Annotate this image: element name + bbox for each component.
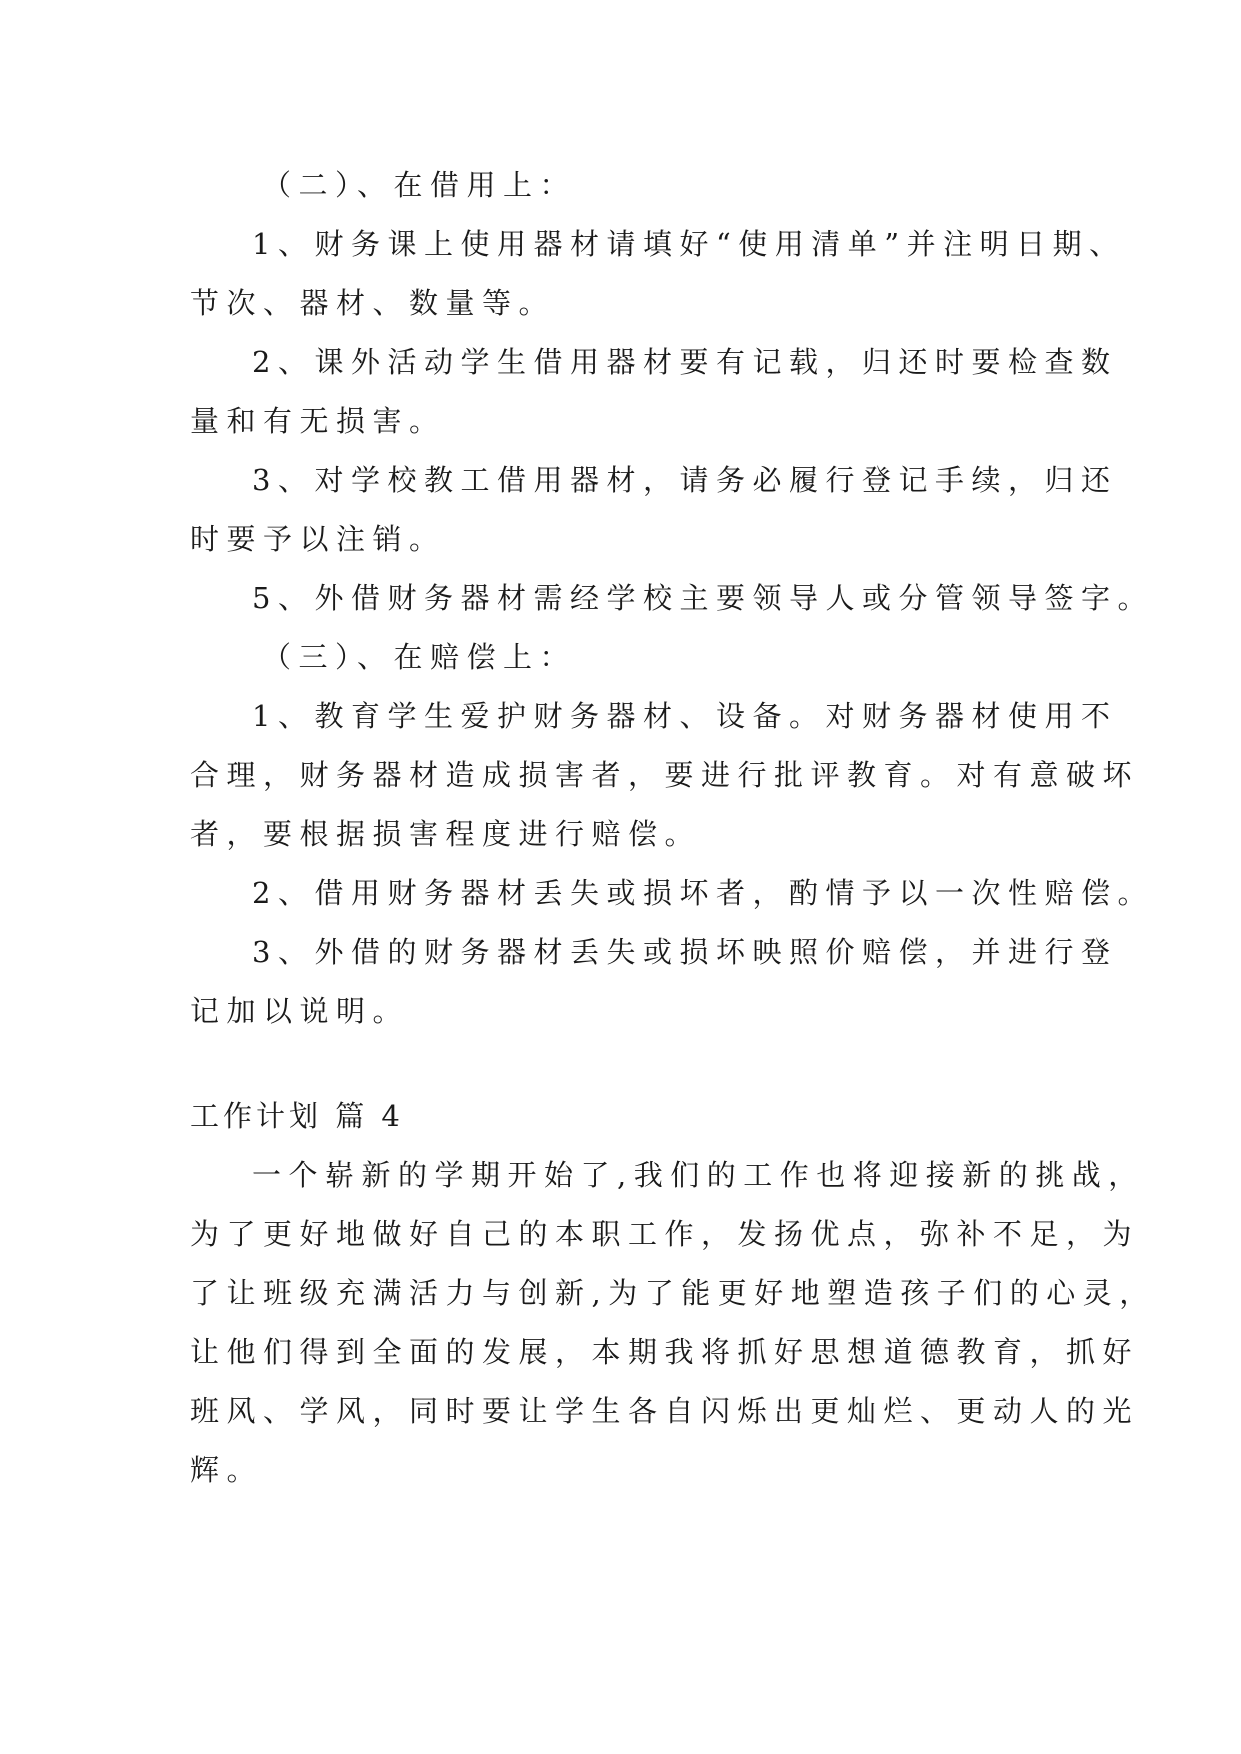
borrow-item-3-line-2: 时要予以注销。: [190, 522, 446, 556]
plan-paragraph-line-3: 了让班级充满活力与创新,为了能更好地塑造孩子们的心灵，: [190, 1276, 1156, 1310]
section-heading-borrow: （二）、在借用上：: [262, 168, 577, 202]
borrow-item-2-line-1: 2、课外活动学生借用器材要有记载，归还时要检查数: [252, 345, 1118, 379]
plan-title: 工作计划 篇 4: [190, 1099, 404, 1133]
borrow-item-1-line-2: 节次、器材、数量等。: [190, 286, 556, 320]
compensate-item-1-line-2: 合理，财务器材造成损害者，要进行批评教育。对有意破坏: [190, 758, 1140, 792]
borrow-item-1-line-1: 1、财务课上使用器材请填好“使用清单”并注明日期、: [252, 227, 1126, 261]
section-heading-compensate: （三）、在赔偿上：: [262, 640, 577, 674]
borrow-item-5-line-1: 5、外借财务器材需经学校主要领导人或分管领导签字。: [252, 581, 1154, 615]
compensate-item-3-line-1: 3、外借的财务器材丢失或损坏映照价赔偿，并进行登: [252, 935, 1118, 969]
plan-paragraph-line-5: 班风、学风，同时要让学生各自闪烁出更灿烂、更动人的光: [190, 1394, 1140, 1428]
plan-paragraph-line-6: 辉。: [190, 1453, 264, 1487]
plan-paragraph-line-2: 为了更好地做好自己的本职工作，发扬优点，弥补不足，为: [190, 1217, 1140, 1251]
plan-paragraph-line-4: 让他们得到全面的发展，本期我将抓好思想道德教育，抓好: [190, 1335, 1140, 1369]
compensate-item-1-line-3: 者，要根据损害程度进行赔偿。: [190, 817, 702, 851]
compensate-item-1-line-1: 1、教育学生爱护财务器材、设备。对财务器材使用不: [252, 699, 1118, 733]
borrow-item-2-line-2: 量和有无损害。: [190, 404, 446, 438]
compensate-item-3-line-2: 记加以说明。: [190, 994, 410, 1028]
plan-paragraph-line-1: 一个崭新的学期开始了,我们的工作也将迎接新的挑战，: [252, 1158, 1145, 1192]
compensate-item-2-line-1: 2、借用财务器材丢失或损坏者，酌情予以一次性赔偿。: [252, 876, 1154, 910]
borrow-item-3-line-1: 3、对学校教工借用器材，请务必履行登记手续，归还: [252, 463, 1118, 497]
